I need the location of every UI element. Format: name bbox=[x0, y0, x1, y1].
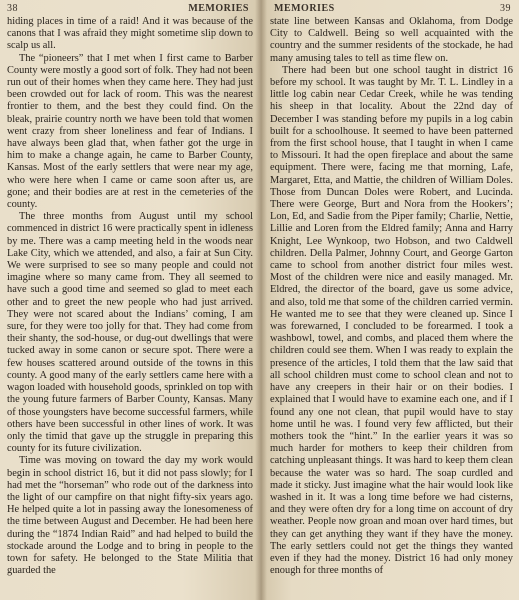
right-paragraph-1: state line between Kansas and Oklahoma, from Dodge City to Caldwell. Being so well acquainted with the country and the summer residents of the stockade, he had many amusing tales to tell as time flew on. bbox=[270, 16, 513, 64]
right-page-body bbox=[270, 16, 513, 577]
left-paragraph-1: hiding places in time of a raid! And it was because of the canons that I was afraid they might sometime slip down to scalp us all. bbox=[7, 16, 253, 52]
right-paragraph-2: There had been but one school taught in district 16 before my school. It was taught by Mr. T. L. Lindley in a little log cabin near Cedar Creek, while he was tending his sheep in that locality. About the 22nd day of December I was standing before my pupils in a log cabin built for a schoolhouse. It seemed to have been patterned from the first school house, that I taught in when I came to Missouri. It had the open fireplace and about the same equipment. There were, facing me that morning, Lafe, Margaret, Etta, and Mattie, the children of William Doles. Those from Duncan Doles were Robert, and Lucinda. There were George, Burt and Nora from the Hookers’; Lon, Ed, and Sadie from the Piper family; Charlie, Nettie, Lillie and Loren from the Eldred family; Anna and Harry Knight, Lee Wynkoop, two Hobson, and two Caldwell children. Della Palmer, Johnny Court, and George Garton came to school from another district four miles west. Most of the children were nice and easily managed. Mr. Eldred, the director of the board, gave us some advice, and also, told me that some of the children carried vermin. He wanted me to see that they were cleaned up. Since I was forewarned, I concluded to be forearmed. I took a washbowl, towel, and combs, and placed them where the children could see them. When I was ready to explain the presence of the articles, I told them that the law said that all school children must come to school clean and not to have any creepers in their hair or on their bodies. I explained that I would have to examine each one, and if I found any one not clean, that pupil would have to stay home until he was. I found very few afflicted, but their mothers took the “hint.” In the earlier years it was so much harder for mothers to keep their children from catching unpleasant things. It was hard to keep them clean because the water was so hard. The soap curdled and made it sticky. Just imagine what the hair would look like washed in it. It was a long time before we had cisterns, and they were often dry for a long time on account of dry weather. People now groan and moan over hard times, but they can get anything they want if they have the money. The early settlers could not get the things they wanted even if they had the money. District 16 had only money enough for three months of bbox=[270, 64, 513, 577]
right-page-header bbox=[270, 2, 513, 16]
right-running-title: MEMORIES bbox=[274, 3, 335, 14]
left-page-number: 38 bbox=[7, 3, 18, 14]
left-paragraph-4: Time was moving on toward the day my work would begin in school district 16, but it did not pass slowly; for I had met the “horseman” who rode out of the darkness into the light of our campfire on that night fifty-six years ago. He helped quite a lot in passing away the lonesomeness of the time between August and December. He had been here during the “1874 Indian Raid” and had helped to build the stockade around the Lodge and to bring in people to the town for safety. He belonged to the State Militia that guarded the bbox=[7, 455, 253, 577]
right-page-number: 39 bbox=[500, 3, 511, 14]
left-running-title: MEMORIES bbox=[188, 3, 249, 14]
left-paragraph-3: The three months from August until my school commenced in district 16 were practically spent in idleness by me. There was a camp meeting held in the woods near Lake City, which we attended, and also, a fair at Sun City. We were surprised to see so many people and could not imagine where so many came from. They all seemed to have such a good time and seemed so glad to meet each other and to greet the new people who had just arrived. They were not scared about the Indians’ coming, I am sure, for they were too jolly for that. They had come from their shanty, the sod-house, or dug-out dwellings that were tucked away in some canon or secure spot. There were a few houses scattered around outside of the towns in this county. A good many of the early settlers came here with a wagon loaded with household goods, sprinkled on top with the young future farmers of Barber County, Kansas. Many of those youngsters have become successful farmers, while others have been successful in other lines of work. It was only the timid that gave up the struggle in preparing this county for its future civilization. bbox=[7, 211, 253, 455]
left-page-header bbox=[7, 2, 253, 16]
left-paragraph-2: The “pioneers” that I met when I first came to Barber County were mostly a good sort of folk. They had not been run out of their homes when they came here. They had just been crowded out for lack of room. This was the nearest frontier to them, and the best they could find. On the bleak, prairie country north we have been told that women went crazy from sheer loneliness and fear of Indians. I have always been glad that, when father got the urge in him to make a change again, he came to Barber County, Kansas. Most of the early settlers that were near my age, who were here when I came or came soon after us, are gone; and their bodies are at rest in the cemeteries of the county. bbox=[7, 52, 253, 211]
left-page-body bbox=[7, 16, 253, 577]
right-page bbox=[261, 0, 519, 600]
